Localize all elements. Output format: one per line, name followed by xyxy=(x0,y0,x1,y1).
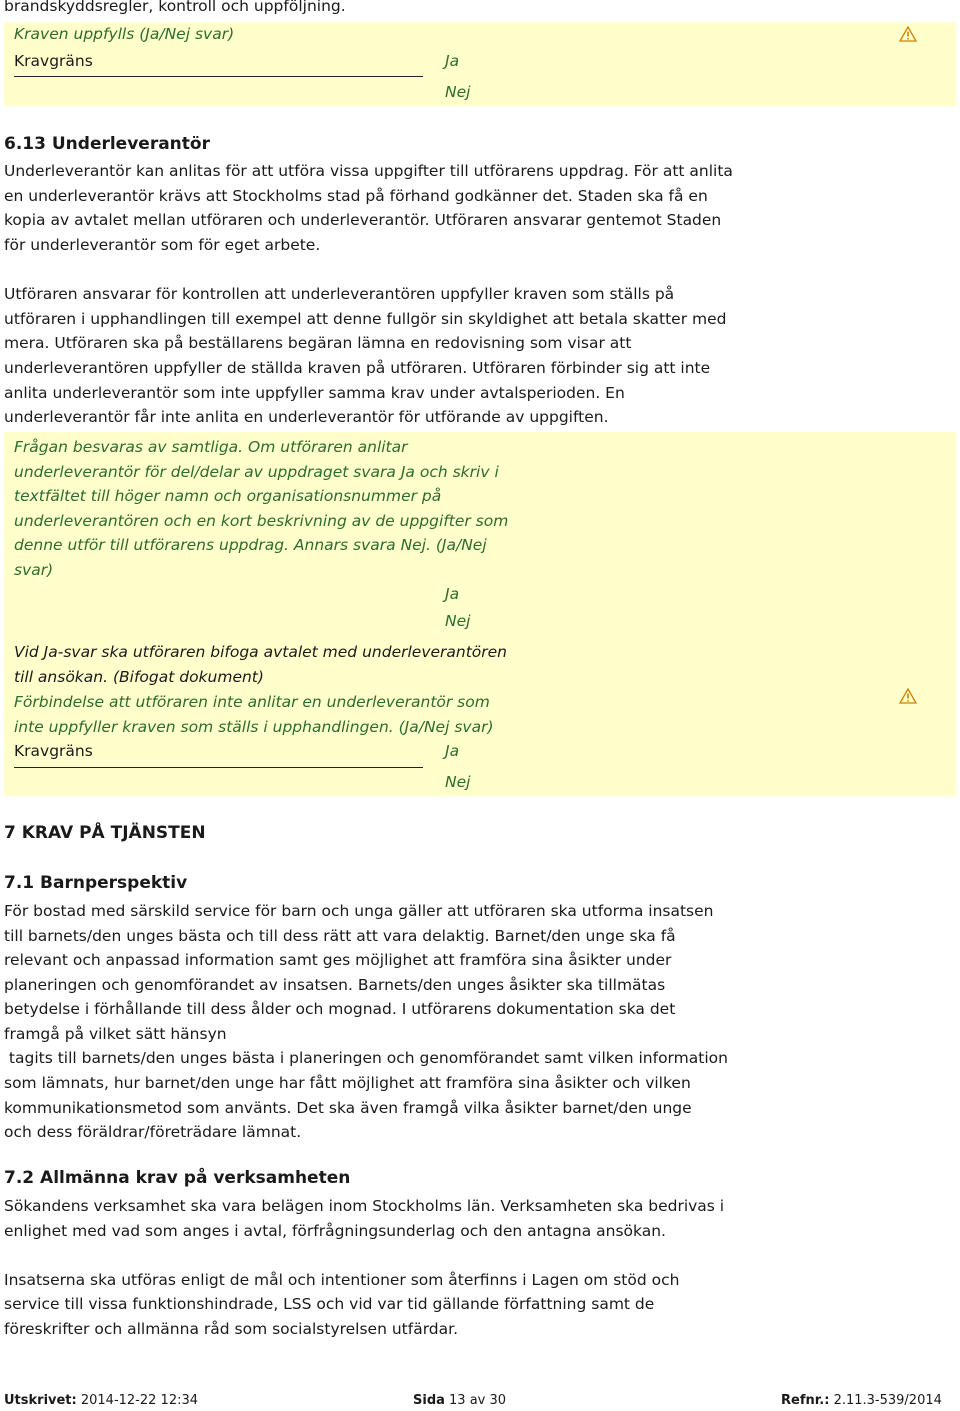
option-nej[interactable]: Nej xyxy=(445,612,471,630)
chapter-heading: 7 KRAV PÅ TJÄNSTEN xyxy=(4,823,206,843)
paragraph-line: betydelse i förhållande till dess ålder och mognad. I utförarens dokumentation ska det xyxy=(4,1000,676,1018)
option-ja[interactable]: Ja xyxy=(445,52,460,70)
paragraph-line: Underleverantör kan anlitas för att utföra vissa uppgifter till utförarens uppdrag. För att anlita xyxy=(4,162,733,180)
option-ja[interactable]: Ja xyxy=(445,742,460,760)
ref-label: Refnr.: xyxy=(781,1393,830,1408)
printed-value: 2014-12-22 12:34 xyxy=(76,1393,199,1408)
paragraph-line: mera. Utföraren ska på beställarens begäran lämna en redovisning som visar att xyxy=(4,334,632,352)
paragraph-line: till barnets/den unges bästa och till dess rätt att vara delaktig. Barnet/den unge ska få xyxy=(4,927,676,945)
requirement-box-1 xyxy=(4,22,956,106)
paragraph-line: relevant och anpassad information samt ges möjlighet att framföra sina åsikter under xyxy=(4,951,672,969)
question-label: Kraven uppfylls (Ja/Nej svar) xyxy=(14,25,235,43)
paragraph-line: anlita underleverantör som inte uppfyller samma krav under avtalsperioden. En xyxy=(4,384,625,402)
paragraph-line: som lämnats, hur barnet/den unge har fått möjlighet att framföra sina åsikter och vilken xyxy=(4,1074,691,1092)
paragraph-line: en underleverantör krävs att Stockholms stad på förhand godkänner det. Staden ska få en xyxy=(4,187,708,205)
underline xyxy=(14,76,423,77)
warning-icon xyxy=(899,688,917,704)
body-text: brandskyddsregler, kontroll och uppföljning. xyxy=(4,0,346,15)
paragraph-line: och dess föräldrar/företrädare lämnat. xyxy=(4,1123,302,1141)
section-heading: 6.13 Underleverantör xyxy=(4,134,210,154)
paragraph-line: Sökandens verksamhet ska vara belägen inom Stockholms län. Verksamheten ska bedrivas i xyxy=(4,1197,725,1215)
footer-ref xyxy=(781,1393,942,1408)
paragraph-line: planeringen och genomförandet av insatsen. Barnets/den unges åsikter ska tillmätas xyxy=(4,976,666,994)
paragraph-line: kommunikationsmetod som använts. Det ska även framgå vilka åsikter barnet/den unge xyxy=(4,1099,692,1117)
attachment-instruction: Vid Ja-svar ska utföraren bifoga avtalet med underleverantören till ansökan. (Bifogat dokument) xyxy=(14,643,508,686)
ref-value: 2.11.3-539/2014 xyxy=(829,1393,942,1408)
requirement-box-2 xyxy=(4,432,956,796)
option-nej[interactable]: Nej xyxy=(445,773,471,791)
paragraph-line: enlighet med vad som anges i avtal, förfrågningsunderlag och den antagna ansökan. xyxy=(4,1222,666,1240)
section-heading: 7.2 Allmänna krav på verksamheten xyxy=(4,1168,351,1188)
question-text: Frågan besvaras av samtliga. Om utföraren anlitar underleverantör för del/delar av uppdraget svara Ja och skriv i textfältet till höger namn och organisationsnummer på underleverantören och en kort beskrivning av de uppgifter som denne utför till utförarens uppdrag. Annars svara Nej. (Ja/Nej svar) xyxy=(14,438,509,579)
page-value: 13 av 30 xyxy=(444,1393,507,1408)
paragraph-line: underleverantören uppfyller de ställda kraven på utföraren. Utföraren förbinder sig att inte xyxy=(4,359,711,377)
footer-printed xyxy=(4,1393,198,1408)
paragraph-line: service till vissa funktionshindrade, LSS och vid var tid gällande författning samt de xyxy=(4,1295,655,1313)
paragraph-line: För bostad med särskild service för barn och unga gäller att utföraren ska utforma insatsen xyxy=(4,902,714,920)
kravgrans-label: Kravgräns xyxy=(14,742,93,760)
printed-label: Utskrivet: xyxy=(4,1393,77,1408)
page-label: Sida xyxy=(413,1393,445,1408)
paragraph-line: för underleverantör som för eget arbete. xyxy=(4,236,321,254)
paragraph-line: föreskrifter och allmänna råd som socialstyrelsen utfärdar. xyxy=(4,1320,459,1338)
paragraph-line: Insatserna ska utföras enligt de mål och intentioner som återfinns i Lagen om stöd och xyxy=(4,1271,680,1289)
section-heading: 7.1 Barnperspektiv xyxy=(4,873,188,893)
paragraph-line: Utföraren ansvarar för kontrollen att underleverantören uppfyller kraven som ställs på xyxy=(4,285,675,303)
paragraph-line: framgå på vilket sätt hänsyn xyxy=(4,1025,227,1043)
paragraph-line: kopia av avtalet mellan utföraren och underleverantör. Utföraren ansvarar gentemot Staden xyxy=(4,211,722,229)
option-nej[interactable]: Nej xyxy=(445,83,471,101)
footer-page xyxy=(413,1393,506,1408)
option-ja[interactable]: Ja xyxy=(445,585,460,603)
paragraph-line: tagits till barnets/den unges bästa i planeringen och genomförandet samt vilken information xyxy=(4,1049,728,1067)
underline xyxy=(14,767,423,768)
commitment-question: Förbindelse att utföraren inte anlitar en underleverantör som inte uppfyller kraven som ställs i upphandlingen. (Ja/Nej svar) xyxy=(14,693,494,736)
paragraph-line: utföraren i upphandlingen till exempel att denne fullgör sin skyldighet att betala skatter med xyxy=(4,310,727,328)
paragraph-line: underleverantör får inte anlita en underleverantör för utförande av uppgiften. xyxy=(4,408,609,426)
warning-icon xyxy=(899,26,917,42)
kravgrans-label: Kravgräns xyxy=(14,52,93,70)
